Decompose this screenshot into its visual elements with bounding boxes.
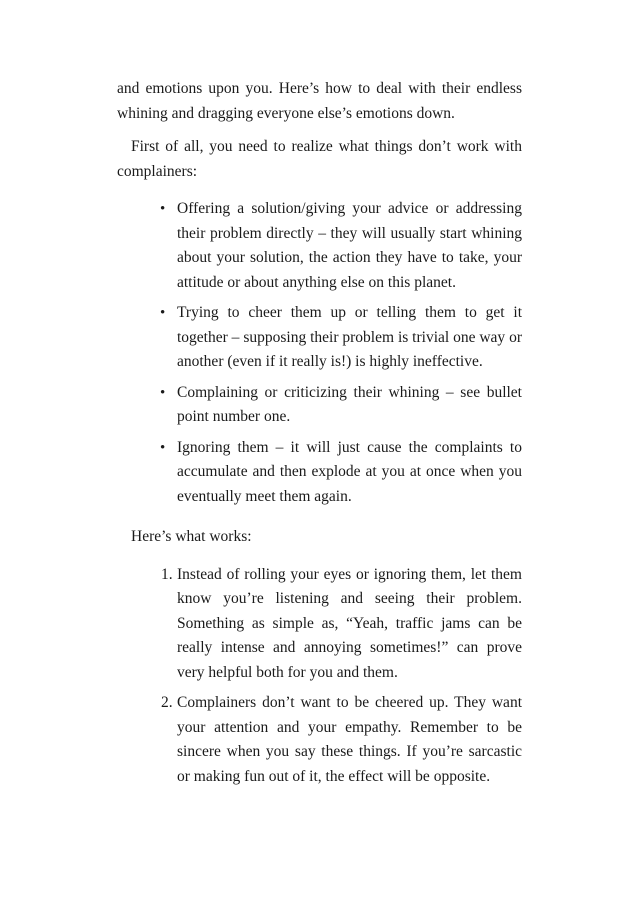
- list-item-text: Offering a solution/giving your advice or addressing their problem directly – they will usually start whining about your solution, the action they have to take, your attitude or about anything else on this planet.: [177, 200, 522, 291]
- list-item: [117, 381, 522, 430]
- list-item-text: Complaining or criticizing their whining – see bullet point number one.: [177, 383, 522, 425]
- bullet-marker: •: [160, 439, 166, 456]
- list-item: [117, 563, 522, 686]
- list-item: [117, 197, 522, 295]
- list-item: [117, 301, 522, 375]
- first-of-all-paragraph: First of all, you need to realize what things don’t work with complainers:: [117, 138, 522, 180]
- list-item: [117, 691, 522, 789]
- list-item-text: Instead of rolling your eyes or ignoring them, let them know you’re listening and seeing their problem. Something as simple as, “Yeah, traffic jams can be really intense and annoying sometimes!” can prove very helpful both for you and them.: [177, 565, 522, 681]
- bullet-marker: •: [160, 201, 166, 217]
- works-list: [117, 563, 522, 790]
- dont-work-list: [117, 197, 522, 509]
- list-item-text: Complainers don’t want to be cheered up. They want your attention and your empathy. Remember to be sincere when you say these things. If you’re sarcastic or making fun out of it, the effect will be opposite.: [177, 694, 522, 785]
- number-marker: 1.: [161, 565, 173, 583]
- heres-what-works-paragraph: Here’s what works:: [131, 528, 252, 545]
- bullet-marker: •: [160, 305, 166, 321]
- continuation-paragraph: and emotions upon you. Here’s how to deal with their endless whining and dragging everyone else’s emotions down.: [117, 80, 522, 122]
- bullet-marker: •: [160, 384, 166, 401]
- list-item-text: Ignoring them – it will just cause the complaints to accumulate and then explode at you at once when you eventually meet them again.: [177, 438, 522, 505]
- number-marker: 2.: [161, 694, 173, 711]
- list-item: [117, 436, 522, 510]
- list-item-text: Trying to cheer them up or telling them to get it together – supposing their problem is trivial one way or another (even if it really is!) is highly ineffective.: [177, 304, 522, 370]
- document-page: [117, 77, 522, 795]
